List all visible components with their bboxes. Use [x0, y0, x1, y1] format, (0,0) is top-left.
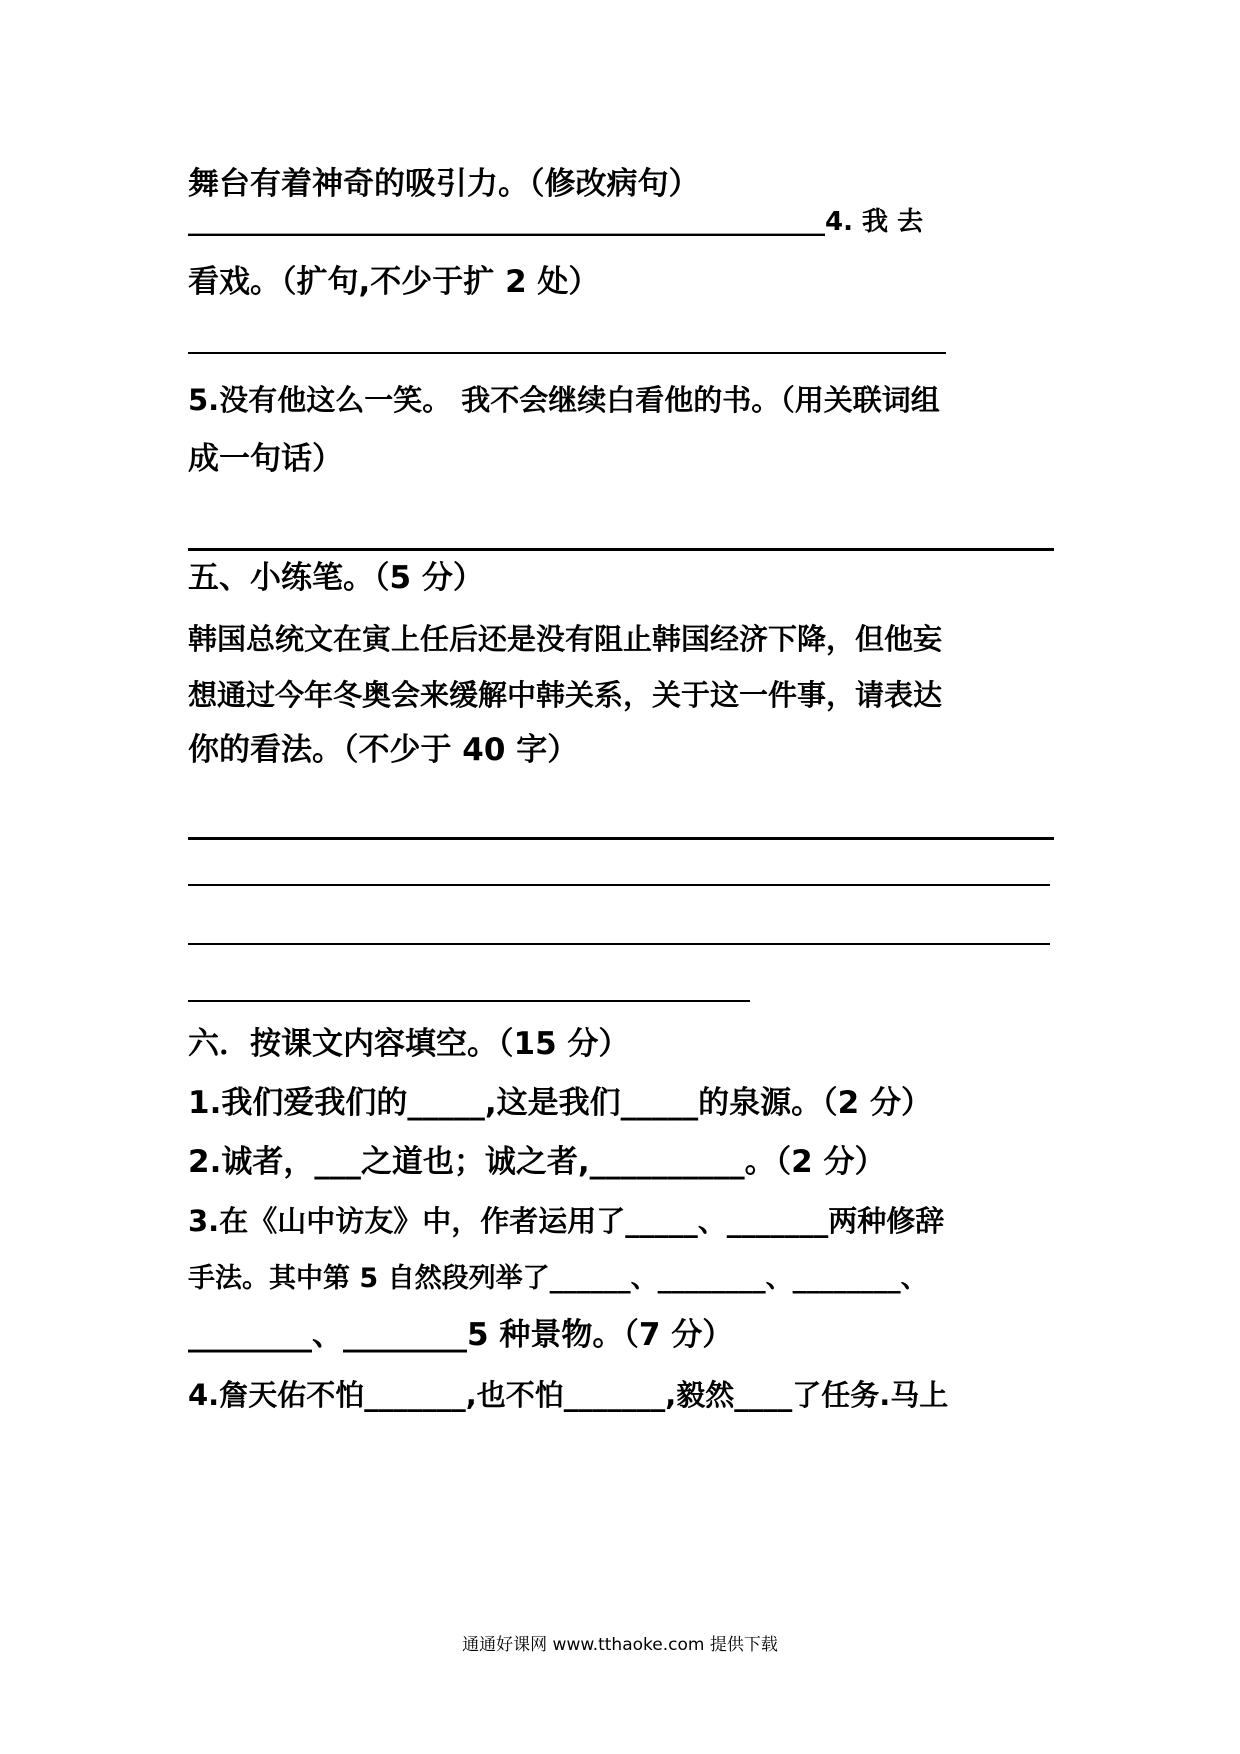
page-footer: 通通好课网 www.tthaoke.com 提供下载: [462, 1635, 778, 1655]
question-4-4-instruction: 看戏。（扩句,不少于扩 2 处）: [188, 264, 600, 300]
section-6-question-3-line-3: ________、________5 种景物。（7 分）: [188, 1317, 734, 1353]
section-6-question-1: 1.我们爱我们的_____,这是我们_____的泉源。（2 分）: [188, 1085, 932, 1121]
answer-line[interactable]: [188, 943, 1050, 945]
section-6-question-2: 2.诚者，___之道也；诚之者,__________。（2 分）: [188, 1144, 886, 1180]
answer-line[interactable]: [188, 352, 946, 354]
question-4-3-text: 舞台有着神奇的吸引力。（修改病句）: [188, 166, 700, 202]
section-5-prompt-line-3: 你的看法。（不少于 40 字）: [188, 732, 579, 768]
section-6-question-3-line-2: 手法。其中第 5 自然段列举了______、________、________、: [188, 1263, 928, 1294]
section-5-prompt-line-1: 韩国总统文在寅上任后还是没有阻止韩国经济下降，但他妄: [188, 622, 943, 656]
section-5-heading: 五、小练笔。（5 分）: [188, 560, 484, 596]
answer-line[interactable]: [188, 837, 1054, 840]
section-6-heading: 六．按课文内容填空。（15 分）: [188, 1026, 630, 1062]
answer-line[interactable]: [188, 548, 1054, 551]
answer-line[interactable]: [188, 1000, 750, 1002]
answer-line[interactable]: [188, 884, 1050, 886]
section-5-prompt-line-2: 想通过今年冬奥会来缓解中韩关系，关于这一件事，请表达: [188, 678, 943, 712]
section-6-question-4: 4.詹天佑不怕_______,也不怕_______,毅然____了任务.马上: [188, 1378, 949, 1412]
question-4-5-text: 5.没有他这么一笑。 我不会继续白看他的书。（用关联词组: [188, 383, 940, 417]
question-4-4-stem: _________________________________________________4. 我 去: [188, 207, 924, 237]
question-4-5-instruction: 成一句话）: [188, 441, 343, 477]
section-6-question-3-line-1: 3.在《山中访友》中，作者运用了_____、_______两种修辞: [188, 1204, 945, 1238]
